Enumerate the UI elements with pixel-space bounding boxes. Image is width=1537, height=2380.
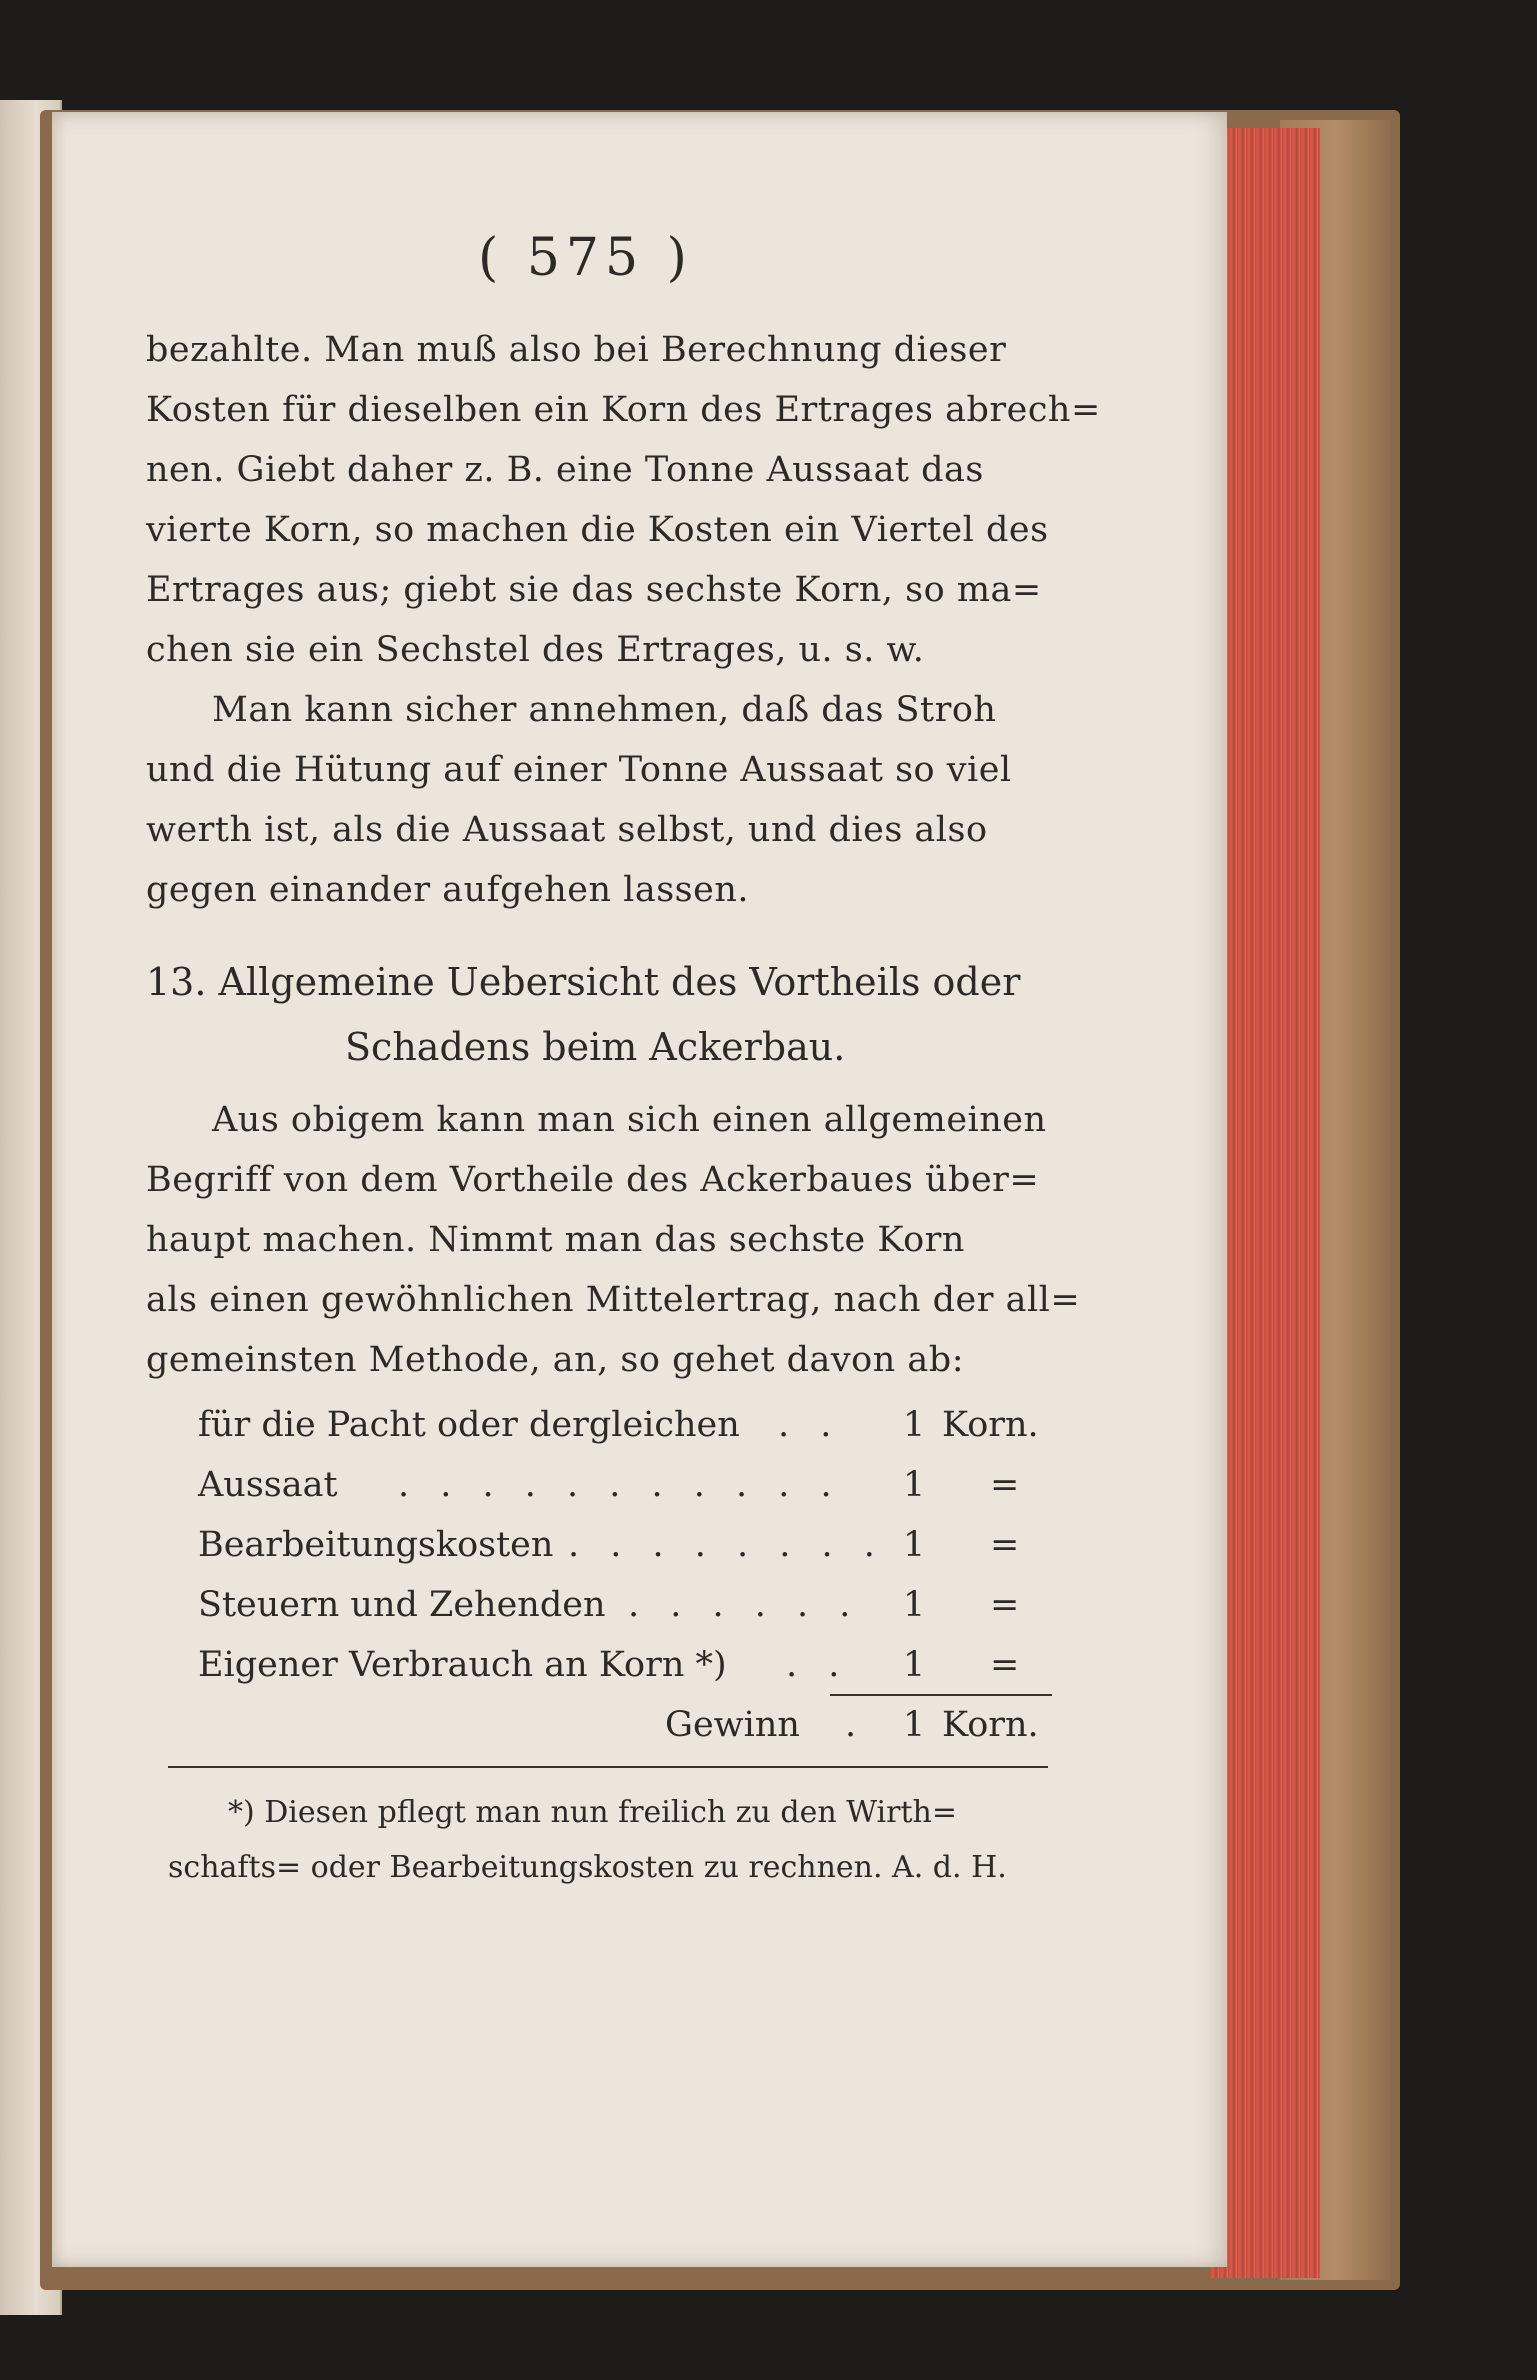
text-line: Man kann sicher annehmen, daß das Stroh <box>212 690 997 730</box>
table-row-unit: = <box>990 1465 1020 1505</box>
table-row-unit: = <box>990 1525 1020 1565</box>
table-row-amount: 1 <box>903 1525 926 1565</box>
footnote-rule <box>168 1766 1048 1768</box>
table-row-amount: 1 <box>903 1585 926 1625</box>
page-number: ( 575 ) <box>478 228 693 288</box>
text-line: chen sie ein Sechstel des Ertrages, u. s. w. <box>146 630 925 670</box>
table-row-label: Eigener Verbrauch an Korn *) <box>198 1645 727 1685</box>
text-line: nen. Giebt daher z. B. eine Tonne Aussaat das <box>146 450 984 490</box>
total-amount: 1 <box>903 1705 926 1745</box>
table-row-dots: . . . . . . . . . . . <box>398 1465 842 1505</box>
total-label: Gewinn <box>665 1705 800 1745</box>
table-row-unit: Korn. <box>942 1405 1039 1445</box>
text-line: haupt machen. Nimmt man das sechste Korn <box>146 1220 965 1260</box>
section-heading: 13. Allgemeine Uebersicht des Vortheils oder <box>146 960 1021 1004</box>
table-row-dots: . . <box>778 1405 842 1445</box>
total-unit: Korn. <box>942 1705 1039 1745</box>
total-dots: . <box>845 1705 867 1745</box>
table-row-dots: . . <box>786 1645 850 1685</box>
sum-rule <box>830 1694 1052 1696</box>
table-row-amount: 1 <box>903 1465 926 1505</box>
section-heading: Schadens beim Ackerbau. <box>345 1025 846 1069</box>
text-line: Kosten für dieselben ein Korn des Ertrages abrech= <box>146 390 1101 430</box>
table-row-label: Steuern und Zehenden <box>198 1585 606 1625</box>
text-line: gegen einander aufgehen lassen. <box>146 870 749 910</box>
footnote-line: schafts= oder Bearbeitungskosten zu rechnen. A. d. H. <box>168 1850 1007 1885</box>
text-line: als einen gewöhnlichen Mittelertrag, nach der all= <box>146 1280 1081 1320</box>
text-line: und die Hütung auf einer Tonne Aussaat so viel <box>146 750 1012 790</box>
text-line: werth ist, als die Aussaat selbst, und dies also <box>146 810 988 850</box>
table-row-dots: . . . . . . . . <box>568 1525 885 1565</box>
table-row-unit: = <box>990 1645 1020 1685</box>
text-line: Begriff von dem Vortheile des Ackerbaues über= <box>146 1160 1040 1200</box>
text-line: bezahlte. Man muß also bei Berechnung dieser <box>146 330 1007 370</box>
text-line: Ertrages aus; giebt sie das sechste Korn, so ma= <box>146 570 1042 610</box>
text-line: gemeinsten Methode, an, so gehet davon ab: <box>146 1340 964 1380</box>
text-line: vierte Korn, so machen die Kosten ein Viertel des <box>146 510 1049 550</box>
table-row-amount: 1 <box>903 1645 926 1685</box>
table-row-amount: 1 <box>903 1405 926 1445</box>
table-row-label: für die Pacht oder dergleichen <box>198 1405 740 1445</box>
table-row-unit: = <box>990 1585 1020 1625</box>
table-row-dots: . . . . . . <box>628 1585 861 1625</box>
text-line: Aus obigem kann man sich einen allgemeinen <box>212 1100 1047 1140</box>
footnote-line: *) Diesen pflegt man nun freilich zu den Wirth= <box>228 1795 957 1830</box>
table-row-label: Aussaat <box>198 1465 338 1505</box>
table-row-label: Bearbeitungskosten <box>198 1525 554 1565</box>
